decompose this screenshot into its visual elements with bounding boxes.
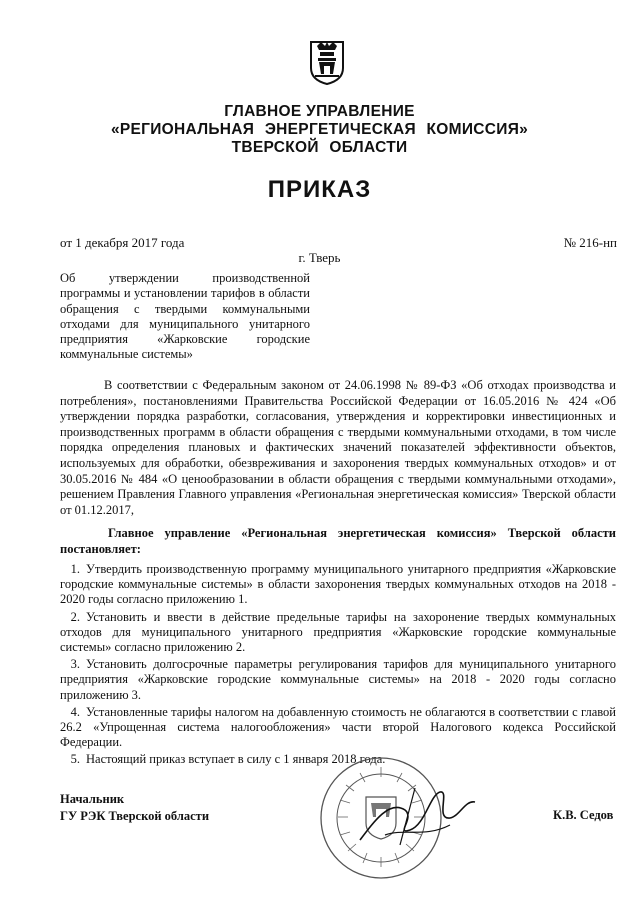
item-number: 2.: [70, 609, 80, 624]
document-title: ПРИКАЗ: [267, 176, 372, 203]
coat-of-arms-icon: [307, 38, 347, 86]
item-text: Утвердить производственную программу муниципального унитарного предприятия «Жарковские городские коммунальные системы» в области захоронения твердых коммунальных отходов на 2018 - 2020 годы согласно приложению 1.: [60, 562, 616, 607]
list-item: [60, 610, 616, 656]
header-line-2: «РЕГИОНАЛЬНАЯ ЭНЕРГЕТИЧЕСКАЯ КОМИССИЯ»: [110, 121, 529, 138]
signatory-position: [60, 791, 209, 825]
header-line-3: ТВЕРСКОЙ ОБЛАСТИ: [231, 139, 408, 156]
resolution-statement: Главное управление «Региональная энергетическая комиссия» Тверской области постановляет:: [60, 526, 616, 556]
item-number: 4.: [70, 704, 80, 719]
intro-paragraph: В соответствии с Федеральным законом от 24.06.1998 № 89-ФЗ «Об отходах производства и потребления», постановлениями Правительства Российской Федерации от 16.05.2016 № 424 «Об утверждении порядка разработки, согласования, утверждения и корректировки инвестиционных и производственных программ в области обращения с твердыми коммунальными отходами, в том числе порядка определения плановых и фактических значений показателей эффективности объектов, используемых для обработки, обезвреживания и захоронения твердых коммунальных отходов» и от 30.05.2016 № 484 «О ценообразовании в области обращения с твердыми коммунальными отходами», решением Правления Главного управления «Региональная энергетическая комиссия» Тверской области от 01.12.2017,: [60, 378, 616, 517]
document-subject: Об утверждении производственной программы и установлении тарифов в области обращения с твердыми коммунальными отходами для муниципального унитарного предприятия «Жарковские городские коммунальные системы»: [60, 271, 310, 362]
handwritten-signature-icon: [355, 780, 485, 850]
signatory-name: К.В. Седов: [553, 808, 614, 822]
document-date: от 1 декабря 2017 года: [60, 235, 185, 250]
order-items-list: [60, 562, 616, 770]
item-text: Установить долгосрочные параметры регулирования тарифов для муниципального унитарного предприятия «Жарковские городские коммунальные системы» на 2018 - 2020 годы согласно приложению 3.: [60, 657, 616, 702]
list-item: [60, 562, 616, 608]
header-line-1: ГЛАВНОЕ УПРАВЛЕНИЕ: [224, 103, 415, 120]
item-text: Установить и ввести в действие предельные тарифы на захоронение твердых коммунальных отходов для муниципального унитарного предприятия «Жарковские городские коммунальные системы» согласно приложению 2.: [60, 609, 616, 655]
list-item: [60, 705, 616, 751]
item-text: Установленные тарифы налогом на добавленную стоимость не облагаются в соответствии с главой 26.2 «Упрощенная система налогообложения» части второй Налогового кодекса Российской Федерации.: [60, 704, 616, 750]
signatory-title: Начальник: [60, 792, 125, 806]
signatory-organization: ГУ РЭК Тверской области: [60, 809, 210, 823]
document-city: г. Тверь: [298, 250, 341, 265]
item-number: 5.: [70, 752, 80, 767]
item-number: 3.: [70, 657, 80, 672]
item-number: 1.: [70, 562, 80, 576]
item-text: Настоящий приказ вступает в силу с 1 января 2018 года.: [86, 752, 386, 767]
document-number: № 216-нп: [563, 235, 617, 250]
list-item: [60, 657, 616, 703]
